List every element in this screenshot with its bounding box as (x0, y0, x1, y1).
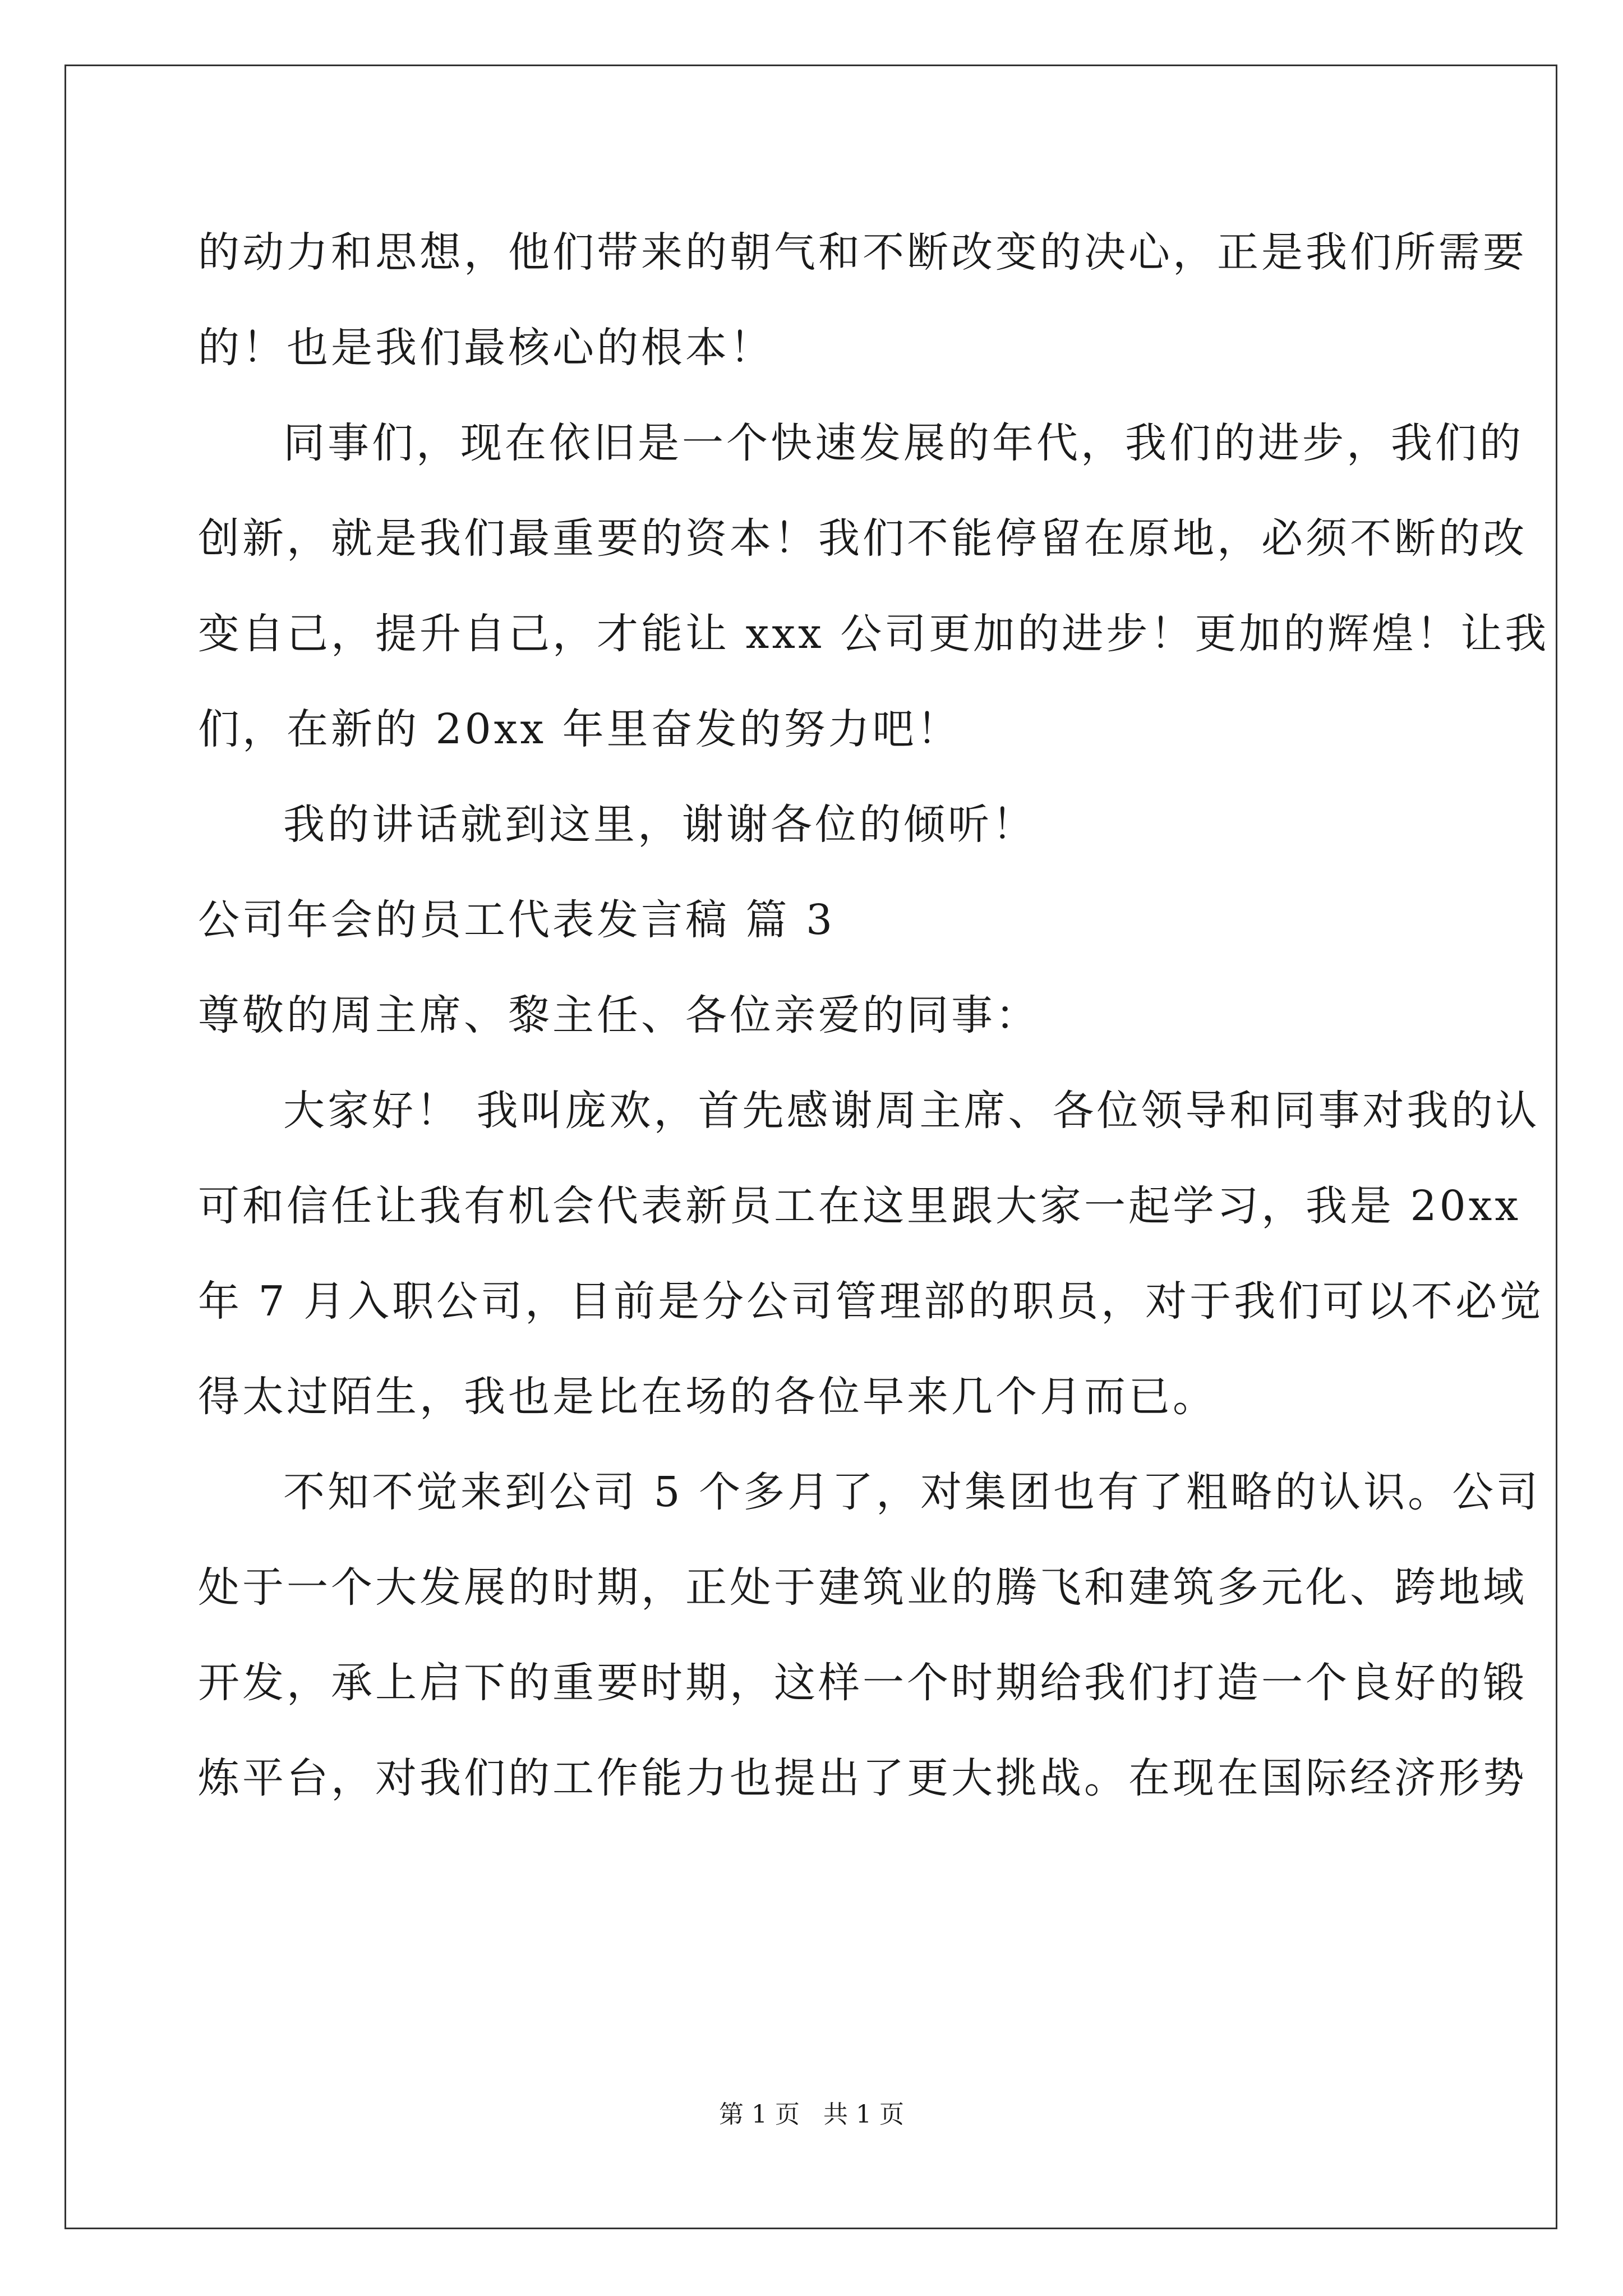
section-heading: 公司年会的员工代表发言稿 篇 3 (198, 896, 836, 944)
page-footer: 第 1 页 共 1 页 (719, 2100, 904, 2129)
text-line: 处于一个大发展的时期，正处于建筑业的腾飞和建筑多元化、跨地域 (198, 1563, 1527, 1612)
salutation: 尊敬的周主席、黎主任、各位亲爱的同事： (198, 991, 1040, 1039)
text-line: 大家好！ 我叫庞欢，首先感谢周主席、各位领导和同事对我的认 (283, 1087, 1540, 1135)
text-line: 的动力和思想，他们带来的朝气和不断改变的决心，正是我们所需要 (198, 228, 1527, 277)
text-line: 可和信任让我有机会代表新员工在这里跟大家一起学习，我是 20xx (198, 1182, 1521, 1230)
document-body (198, 219, 1550, 1840)
text-line: 创新，就是我们最重要的资本！我们不能停留在原地，必须不断的改 (198, 514, 1527, 563)
text-line: 得太过陌生，我也是比在场的各位早来几个月而已。 (198, 1373, 1217, 1421)
text-line: 的！也是我们最核心的根本！ (198, 324, 774, 372)
text-line: 们，在新的 20xx 年里奋发的努力吧！ (198, 705, 961, 753)
text-line: 同事们，现在依旧是一个快速发展的年代，我们的进步，我们的 (283, 419, 1524, 467)
text-line: 年 7 月入职公司，目前是分公司管理部的职员，对于我们可以不必觉 (198, 1277, 1544, 1326)
text-line: 变自己，提升自己，才能让 xxx 公司更加的进步！更加的辉煌！让我 (198, 610, 1550, 658)
text-line: 炼平台，对我们的工作能力也提出了更大挑战。在现在国际经济形势 (198, 1754, 1527, 1802)
text-line: 开发，承上启下的重要时期，这样一个时期给我们打造一个良好的锻 (198, 1659, 1527, 1707)
text-line: 不知不觉来到公司 5 个多月了，对集团也有了粗略的认识。公司 (283, 1468, 1541, 1516)
text-line: 我的讲话就到这里，谢谢各位的倾听！ (283, 800, 1036, 849)
